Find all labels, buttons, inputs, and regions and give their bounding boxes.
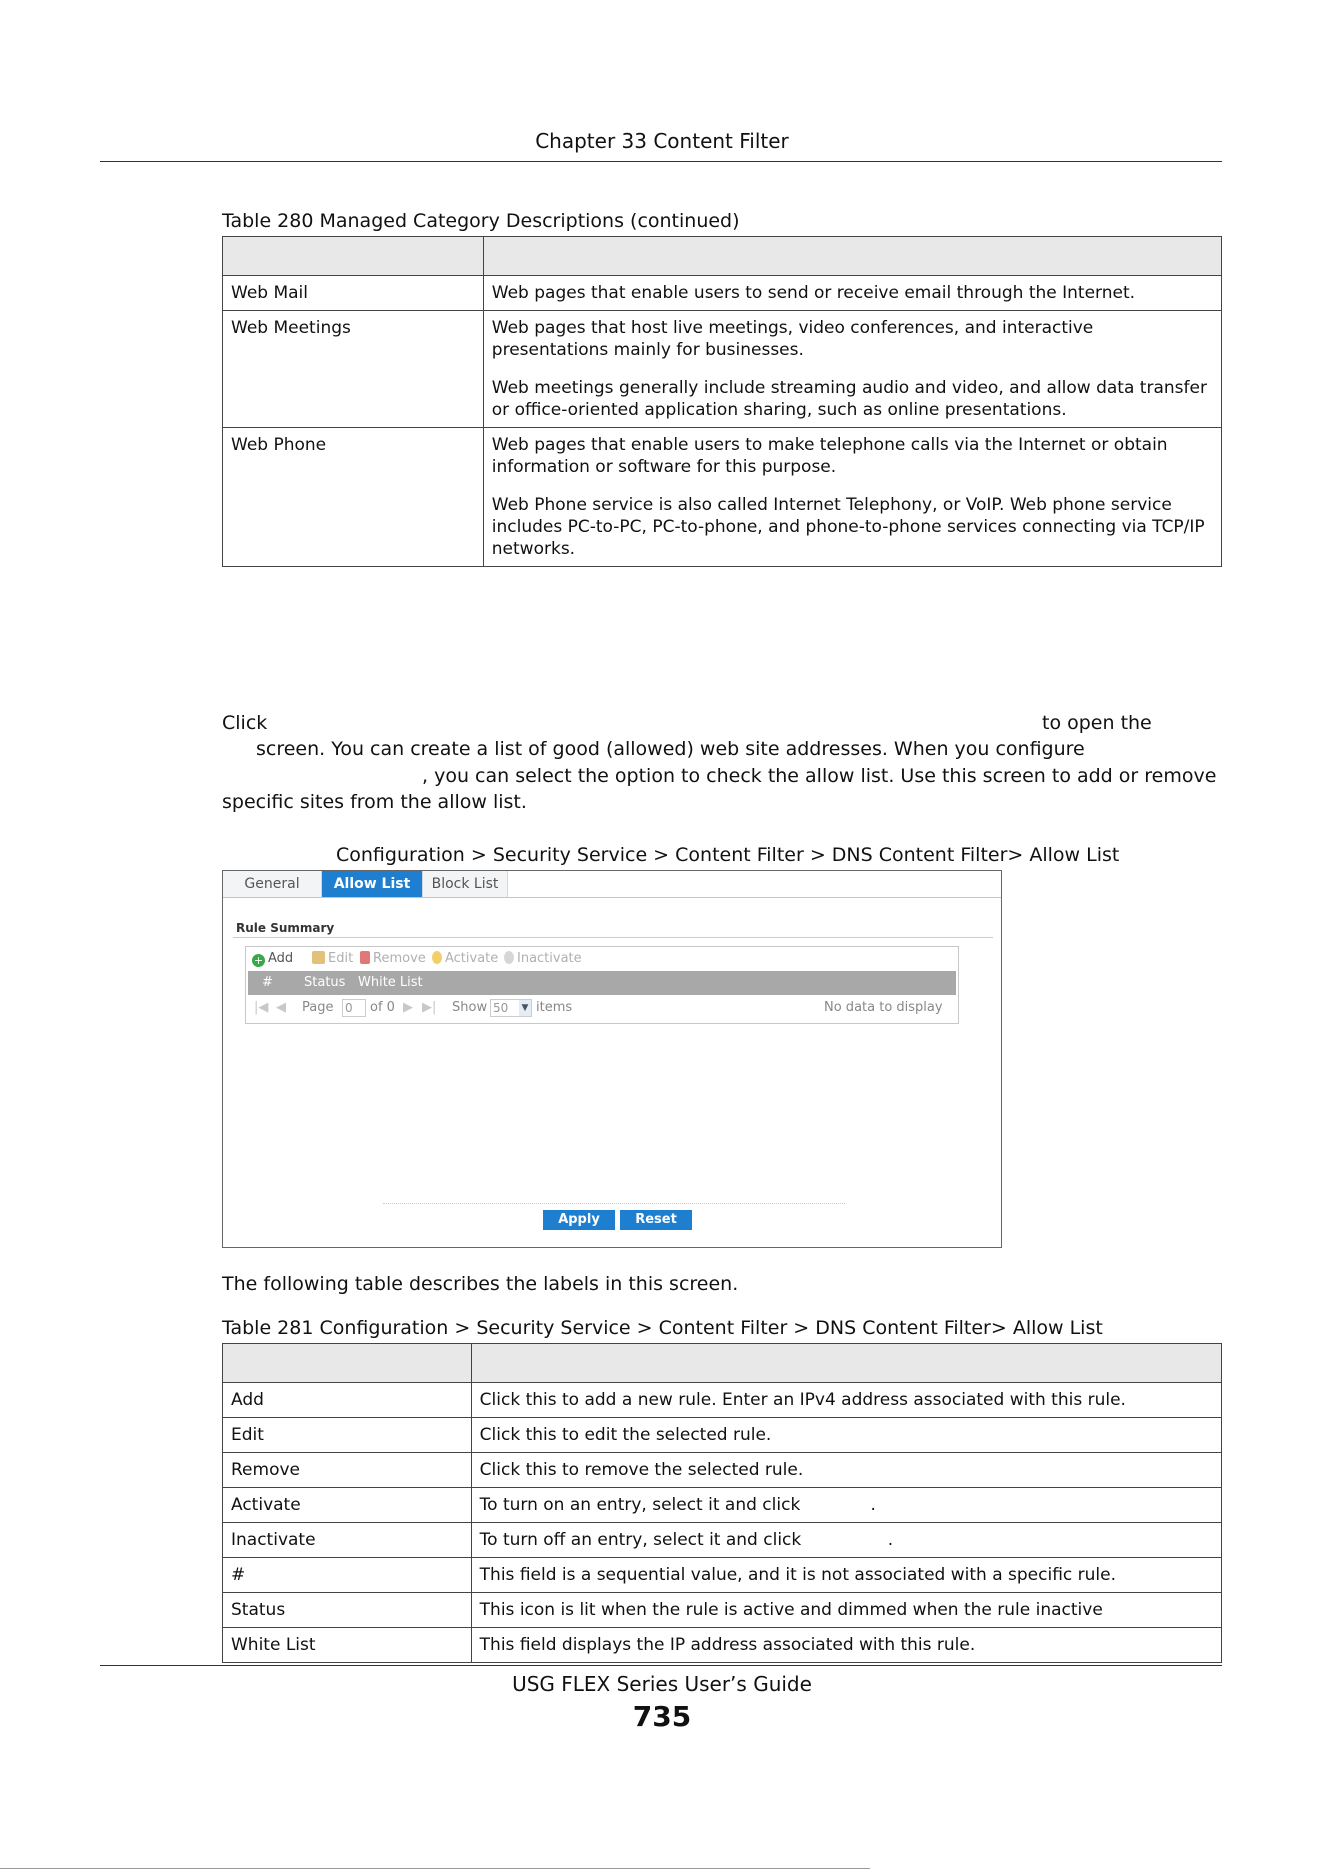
add-button[interactable]: + Add [253, 951, 294, 967]
table-281-caption: Table 281 Configuration > Security Service > Content Filter > DNS Content Filter> Allow List [222, 1317, 1103, 1339]
footer-divider [383, 1203, 845, 1204]
inactivate-button[interactable]: Inactivate [504, 951, 582, 966]
rule-summary-title: Rule Summary [236, 921, 335, 935]
table-row: Add Click this to add a new rule. Enter an IPv4 address associated with this rule. [223, 1383, 1222, 1418]
pager [246, 995, 958, 1021]
tab-block-list[interactable]: Block List [423, 871, 508, 897]
apply-button[interactable]: Apply [543, 1210, 615, 1230]
tab-bar [223, 871, 1001, 898]
intro-line-3: , you can select the option to check the allow list. Use this screen to add or remove [422, 765, 1217, 787]
table-row: # This field is a sequential value, and it is not associated with a specific rule. [223, 1558, 1222, 1593]
edit-icon [312, 951, 325, 964]
next-page-icon[interactable]: ▶ [403, 1000, 413, 1015]
column-number[interactable]: # [262, 975, 273, 990]
section-divider [233, 937, 993, 938]
page-size-select[interactable]: 50 ▼ [490, 999, 532, 1017]
table-280 [222, 236, 1222, 567]
grid-toolbar [246, 947, 958, 971]
trash-icon [360, 951, 370, 964]
table-row: Activate To turn on an entry, select it and click . [223, 1488, 1222, 1523]
column-status[interactable]: Status [304, 975, 346, 990]
table-row: Edit Click this to edit the selected rule. [223, 1418, 1222, 1453]
row-label: Web Meetings [223, 311, 484, 428]
row-label: Web Phone [223, 428, 484, 567]
first-page-icon[interactable]: |◀ [254, 1000, 269, 1015]
guide-title: USG FLEX Series User’s Guide [512, 1672, 812, 1696]
show-label: Show [452, 1000, 488, 1015]
page-input[interactable]: 0 [342, 999, 366, 1017]
grid-header [248, 971, 956, 995]
figure-caption: Configuration > Security Service > Content Filter > DNS Content Filter> Allow List [336, 844, 1120, 866]
table-header-row [223, 237, 1222, 276]
intro-line-4: specific sites from the allow list. [222, 791, 527, 813]
chevron-down-icon: ▼ [519, 1000, 531, 1016]
table-row: Remove Click this to remove the selected rule. [223, 1453, 1222, 1488]
page-count: of 0 [370, 1000, 395, 1015]
tab-allow-list[interactable]: Allow List [322, 871, 423, 897]
table-row [223, 311, 1222, 428]
table-row: White List This field displays the IP address associated with this rule. [223, 1628, 1222, 1663]
last-page-icon[interactable]: ▶| [422, 1000, 437, 1015]
edit-button[interactable]: Edit [312, 951, 353, 966]
table-row: Inactivate To turn off an entry, select it and click . [223, 1523, 1222, 1558]
row-description: Web pages that enable users to make telephone calls via the Internet or obtain information or software for this purpose. Web Phone service is also called Internet Telephony, or VoIP. Web phone service includes PC-to-PC, PC-to-phone, and phone-to-phone services connecting via TCP/IP networks. [483, 428, 1221, 567]
column-white-list[interactable]: White List [358, 975, 423, 990]
table-header-row [223, 1344, 1222, 1383]
footer-divider-line [100, 1665, 1222, 1666]
row-label: Web Mail [223, 276, 484, 311]
intro-click: Click [222, 712, 268, 734]
empty-message: No data to display [824, 1000, 943, 1015]
remove-button[interactable]: Remove [360, 951, 426, 966]
reset-button[interactable]: Reset [620, 1210, 692, 1230]
table-row [223, 276, 1222, 311]
lightbulb-on-icon [432, 951, 442, 964]
activate-button[interactable]: Activate [432, 951, 498, 966]
table-intro-text: The following table describes the labels in this screen. [222, 1273, 739, 1295]
rule-grid [245, 946, 959, 1024]
header-divider [100, 161, 1222, 162]
table-281 [222, 1343, 1222, 1663]
row-description: Web pages that enable users to send or receive email through the Internet. [483, 276, 1221, 311]
add-icon: + [253, 954, 264, 967]
intro-line-2: screen. You can create a list of good (allowed) web site addresses. When you configure [256, 738, 1085, 760]
allow-list-screenshot [222, 870, 1002, 1248]
intro-paragraph [222, 710, 1222, 820]
intro-to-open: to open the [1042, 712, 1152, 734]
row-description: Web pages that host live meetings, video conferences, and interactive presentations mainly for businesses. Web meetings generally include streaming audio and video, and allow data transfer or office-oriented application sharing, such as online presentations. [483, 311, 1221, 428]
page-number: 735 [632, 1700, 692, 1733]
bottom-line [0, 1868, 870, 1869]
prev-page-icon[interactable]: ◀ [276, 1000, 286, 1015]
table-row: Status This icon is lit when the rule is active and dimmed when the rule inactive [223, 1593, 1222, 1628]
lightbulb-off-icon [504, 951, 514, 964]
table-row [223, 428, 1222, 567]
page-label: Page [302, 1000, 334, 1015]
items-label: items [536, 1000, 573, 1015]
tab-general[interactable]: General [223, 871, 322, 897]
chapter-title: Chapter 33 Content Filter [535, 129, 789, 153]
table-280-caption: Table 280 Managed Category Descriptions (continued) [222, 210, 740, 232]
